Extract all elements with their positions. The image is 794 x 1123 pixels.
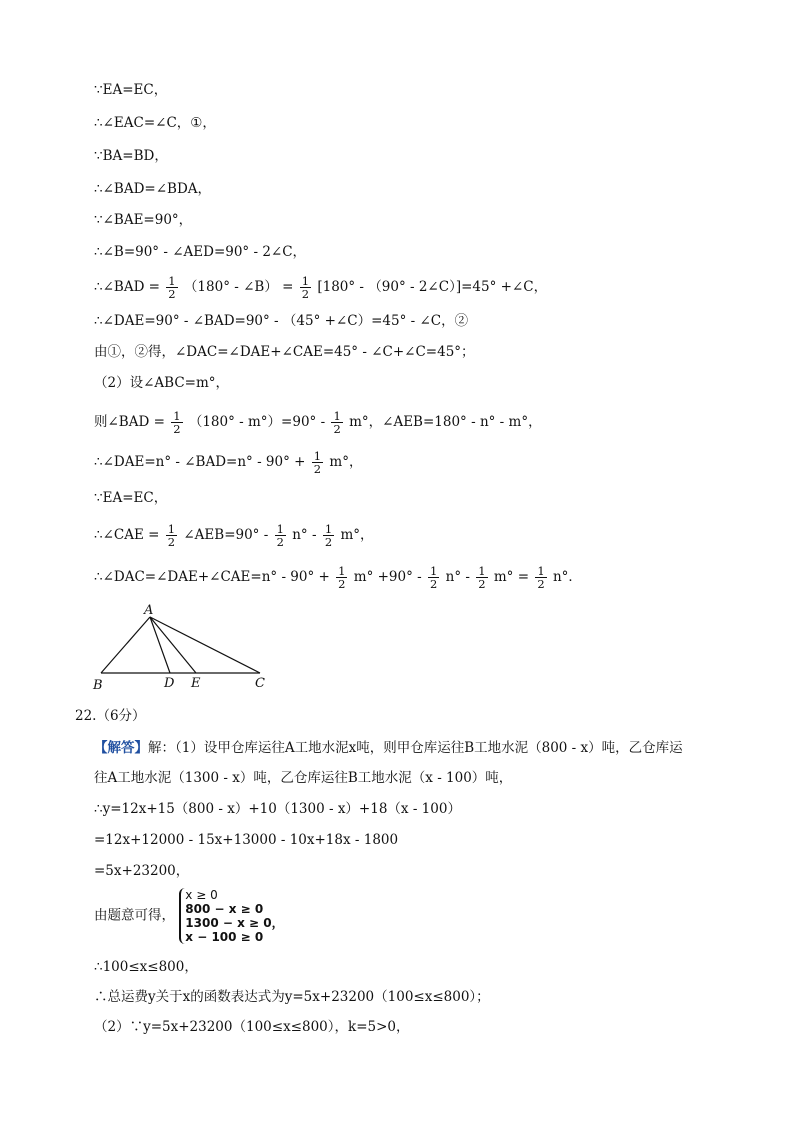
line-15 [94,565,582,590]
frac-den: 2 [478,577,486,591]
inequality-4: x − 100 ≥ 0 [185,930,264,944]
frac-den: 2 [301,287,310,301]
answer-line-6 [94,888,284,944]
line-15-part-e: n°． [552,569,582,585]
line-12 [94,450,362,475]
line-6: ∴∠B=90° - ∠AED=90° - 2∠C， [94,244,307,260]
fraction-half [428,565,439,590]
answer-line-2: 往A工地水泥（1300 - x）吨，乙仓库运往B工地水泥（x - 100）吨， [94,770,513,786]
frac-den: 2 [430,577,438,591]
line-4: ∴∠BAD=∠BDA， [94,181,212,197]
frac-num: 1 [338,564,346,578]
label-b: B [93,678,103,692]
fraction-half [275,523,286,548]
triangle-figure [88,600,278,692]
fraction-half [476,565,487,590]
answer-line-3: ∴y=12x+15（800 - x）+10（1300 - x）+18（x - 100） [94,801,461,817]
line-8: ∴∠DAE=90° - ∠BAD=90° - （45° +∠C）=45° - ∠C，② [94,313,469,329]
line-5: ∵∠BAE=90°， [94,212,193,228]
line-7-part-a: ∴∠BAD = [94,279,160,295]
frac-num: 1 [276,522,284,536]
frac-den: 2 [537,577,545,591]
line-14-part-d: m°， [340,527,374,543]
frac-num: 1 [324,522,333,536]
line-15-part-b: m° +90° - [353,569,422,585]
frac-num: 1 [167,522,176,536]
answer-line-6-text: 由题意可得， [94,907,175,924]
inequality-2: 800 − x ≥ 0 [185,902,264,916]
frac-den: 2 [167,535,176,549]
inequality-1: x ≥ 0 [185,888,218,902]
line-9: 由①，②得，∠DAC=∠DAE+∠CAE=45° - ∠C+∠C=45°； [94,344,475,360]
frac-den: 2 [173,422,181,436]
fraction-half [535,565,546,590]
line-11-part-c: m°，∠AEB=180° - n° - m°， [349,414,542,430]
frac-num: 1 [478,564,486,578]
frac-den: 2 [276,535,284,549]
line-11-part-b: （180° - m°）=90° - [188,414,326,430]
label-c: C [255,676,265,691]
answer-line-5: =5x+23200， [94,863,190,879]
line-7 [94,275,547,300]
line-15-part-a: ∴∠DAC=∠DAE+∠CAE=n° - 90° + [94,569,330,585]
question-22-header: 22.（6分） [75,708,146,724]
inequality-system [179,888,283,944]
fraction-half [171,410,182,435]
line-7-part-b: （180° - ∠B） = [183,279,294,295]
line-12-part-a: ∴∠DAE=n° - ∠BAD=n° - 90° + [94,454,306,470]
line-13: ∵EA=EC， [94,490,168,506]
frac-num: 1 [168,274,176,288]
line-15-part-c: n° - [445,569,470,585]
line-14-part-c: n° - [292,527,317,543]
line-2: ∴∠EAC=∠C，①， [94,115,216,131]
label-a: A [144,603,154,618]
frac-num: 1 [313,449,322,463]
fraction-half [336,565,347,590]
line-11-part-a: 则∠BAD = [94,414,165,430]
line-10: （2）设∠ABC=m°， [94,375,230,391]
segment-ab [101,617,150,673]
line-15-part-d: m° = [493,569,530,585]
frac-den: 2 [324,535,333,549]
line-3: ∵BA=BD， [94,148,168,164]
frac-num: 1 [173,409,181,423]
frac-num: 1 [301,274,310,288]
frac-num: 1 [537,564,545,578]
segment-ae [150,617,196,673]
frac-den: 2 [168,287,176,301]
fraction-half [300,275,311,300]
line-12-part-b: m°， [329,454,363,470]
frac-den: 2 [333,422,341,436]
line-14-part-b: ∠AEB=90° - [183,527,269,543]
answer-line-1-text: 解：（1）设甲仓库运往A工地水泥x吨，则甲仓库运往B工地水泥（800 - x）吨，乙仓库运 [148,740,683,756]
answer-line-9: （2）∵y=5x+23200（100≤x≤800），k=5>0， [94,1019,410,1035]
fraction-half [331,410,342,435]
frac-den: 2 [313,462,322,476]
answer-line-8: ∴总运费y关于x的函数表达式为y=5x+23200（100≤x≤800）； [94,989,490,1005]
frac-den: 2 [338,577,346,591]
fraction-half [166,523,177,548]
answer-line-4: =12x+12000 - 15x+13000 - 10x+18x - 1800 [94,832,399,848]
line-14 [94,523,374,548]
answer-line-7: ∴100≤x≤800， [94,959,198,975]
frac-num: 1 [333,409,341,423]
fraction-half [166,275,177,300]
fraction-half [312,450,323,475]
answer-tag: 【解答】 [94,740,148,756]
inequality-3: 1300 − x ≥ 0， [185,916,284,930]
fraction-half [323,523,334,548]
answer-line-1 [94,738,683,758]
line-11 [94,410,542,435]
line-1: ∵EA=EC， [94,82,168,98]
label-d: D [164,676,175,691]
line-14-part-a: ∴∠CAE = [94,527,160,543]
line-7-part-c: [180° - （90° - 2∠C）]=45° +∠C， [317,279,548,295]
label-e: E [191,676,201,691]
frac-num: 1 [430,564,438,578]
